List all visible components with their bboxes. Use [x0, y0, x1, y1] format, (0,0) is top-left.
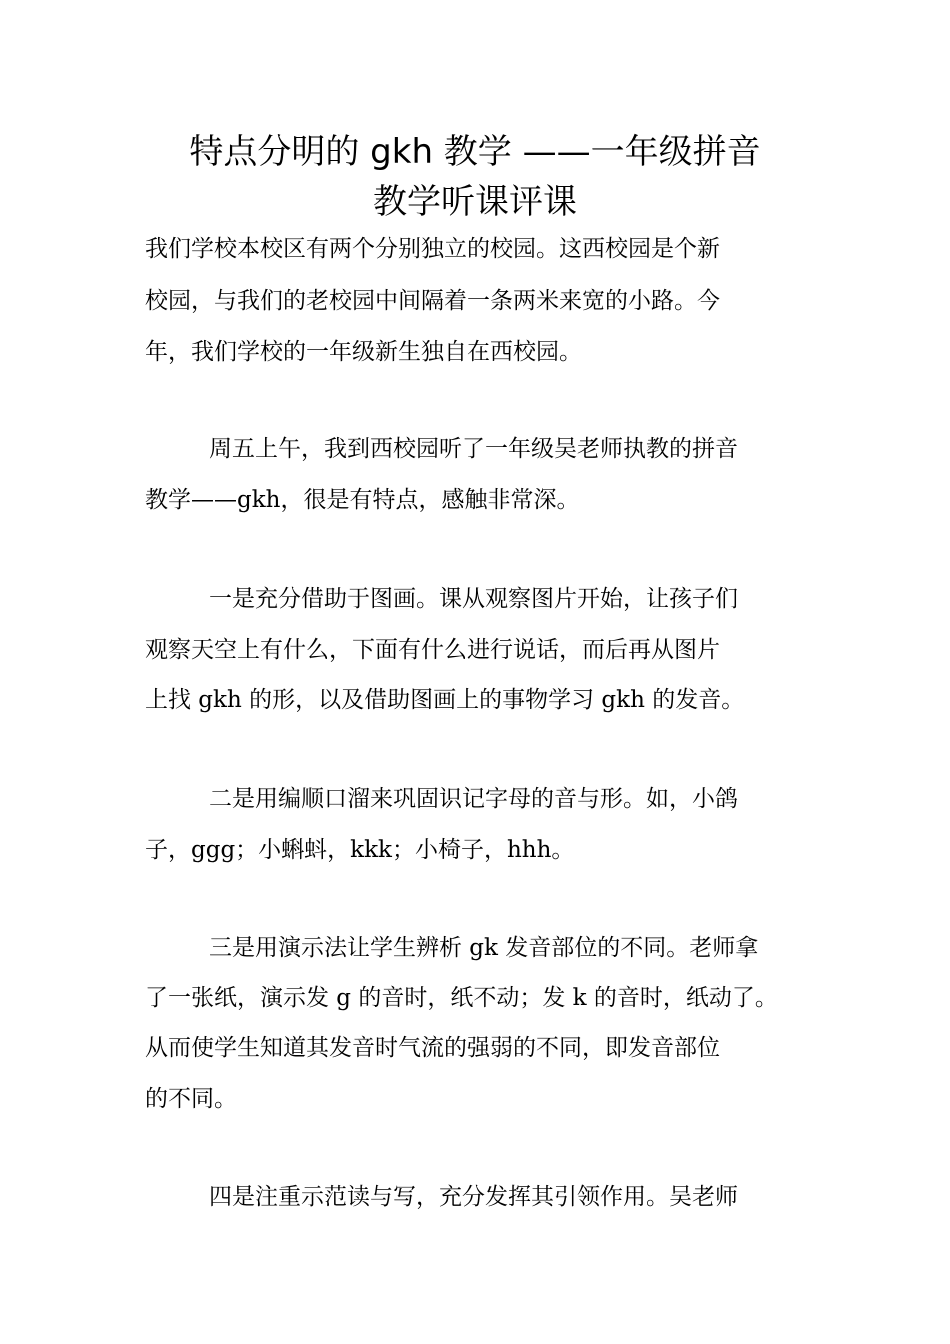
paragraph-line: 一是充分借助于图画。课从观察图片开始，让孩子们	[209, 586, 738, 612]
paragraph-line: 了一张纸，演示发 g 的音时，纸不动；发 k 的音时，纸动了。	[145, 985, 778, 1011]
paragraph-line: 周五上午，我到西校园听了一年级吴老师执教的拼音	[209, 436, 738, 462]
paragraph-line: 观察天空上有什么，下面有什么进行说话，而后再从图片	[145, 637, 720, 663]
paragraph-line: 四是注重示范读与写，充分发挥其引领作用。吴老师	[209, 1184, 738, 1210]
paragraph-line: 年，我们学校的一年级新生独自在西校园。	[145, 339, 582, 365]
paragraph-line: 的不同。	[145, 1086, 237, 1112]
paragraph-line: 二是用编顺口溜来巩固识记字母的音与形。如，小鸽	[209, 786, 738, 812]
paragraph-line: 我们学校本校区有两个分别独立的校园。这西校园是个新	[145, 236, 720, 262]
paragraph-line: 子，ggg；小蝌蚪，kkk；小椅子，hhh。	[145, 837, 575, 863]
paragraph-line: 教学——gkh，很是有特点，感触非常深。	[145, 487, 580, 513]
paragraph-line: 从而使学生知道其发音时气流的强弱的不同，即发音部位	[145, 1035, 720, 1061]
document-title-line-2: 教学听课评课	[373, 182, 577, 222]
paragraph-line: 校园，与我们的老校园中间隔着一条两米来宽的小路。今	[145, 288, 720, 314]
document-title-line-1: 特点分明的 gkh 教学 ——一年级拼音	[189, 132, 761, 172]
paragraph-line: 上找 gkh 的形，以及借助图画上的事物学习 gkh 的发音。	[145, 687, 745, 713]
paragraph-line: 三是用演示法让学生辨析 gk 发音部位的不同。老师拿	[209, 935, 759, 961]
